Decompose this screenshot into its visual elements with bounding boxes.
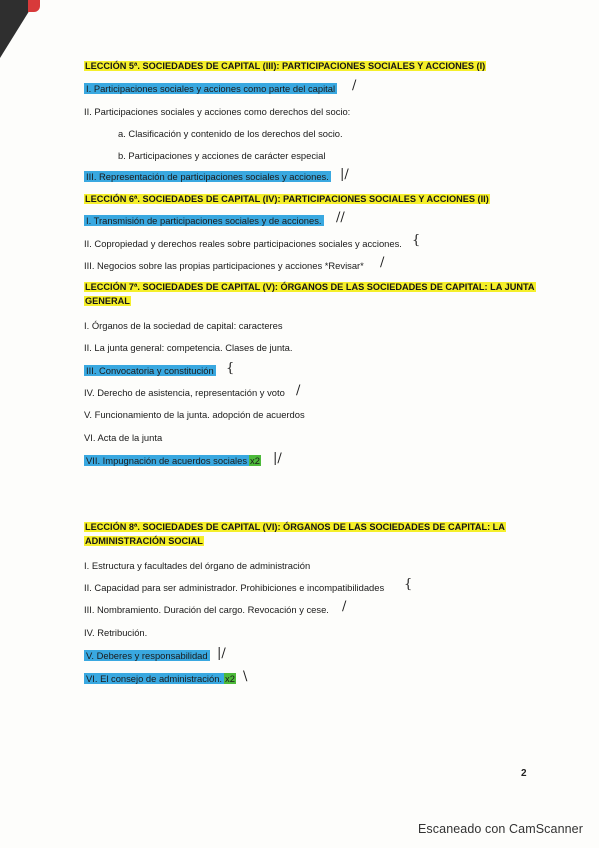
lesson-5-title-text: LECCIÓN 5ª. SOCIEDADES DE CAPITAL (III): PARTICIPACIONES SOCIALES Y ACCIONES (I) [85,61,486,71]
page-number: 2 [521,768,527,779]
lesson-8-item-ii: II. Capacidad para ser administrador. Prohibiciones e incompatibilidades [84,582,385,593]
lesson-6-item-ii: II. Copropiedad y derechos reales sobre participaciones sociales y acciones. [84,238,402,249]
pen-mark: { [226,361,235,376]
corner-red-tab [28,0,40,12]
pen-mark: { [404,577,413,592]
lesson-5-item-iii-text: III. Representación de participaciones sociales y acciones. [86,171,329,182]
pen-mark: |/ [340,167,349,182]
lesson-7-title-text-1: LECCIÓN 7ª. SOCIEDADES DE CAPITAL (V): ÓRGANOS DE LAS SOCIEDADES DE CAPITAL: LA JUNTA [85,282,535,292]
lesson-5-item-i-text: I. Participaciones sociales y acciones como parte del capital [86,83,336,94]
lesson-8-item-v [84,650,210,662]
scanner-watermark: Escaneado con CamScanner [418,822,583,836]
lesson-8-title-line-2 [84,535,204,547]
lesson-5-item-iii [84,171,331,183]
lesson-8-item-iii: III. Nombramiento. Duración del cargo. Revocación y cese. [84,604,329,615]
pen-mark: / [380,255,385,270]
lesson-7-title-text-2: GENERAL [85,296,130,306]
lesson-8-item-i: I. Estructura y facultades del órgano de administración [84,560,311,571]
lesson-8-item-iv: IV. Retribución. [84,627,148,638]
pen-mark: |/ [273,451,282,466]
lesson-7-item-v: V. Funcionamiento de la junta. adopción de acuerdos [84,409,305,420]
pen-mark: / [352,78,357,93]
lesson-7-item-vii-x2: x2 [250,455,260,466]
lesson-6-title-text: LECCIÓN 6ª. SOCIEDADES DE CAPITAL (IV): PARTICIPACIONES SOCIALES Y ACCIONES (II) [85,194,489,204]
lesson-7-item-iv: IV. Derecho de asistencia, representación y voto [84,387,285,398]
lesson-6-item-iii: III. Negocios sobre las propias participaciones y acciones *Revisar* [84,260,364,271]
lesson-8-item-vi-x2: x2 [225,673,235,684]
lesson-6-title [84,193,490,205]
lesson-5-item-ii-b: b. Participaciones y acciones de carácter especial [118,150,326,161]
lesson-8-item-v-text: V. Deberes y responsabilidad [86,650,208,661]
pen-mark: / [296,383,301,398]
lesson-7-item-vi: VI. Acta de la junta [84,432,163,443]
lesson-8-item-vi [84,673,236,685]
lesson-7-item-vii-text: VII. Impugnación de acuerdos sociales [86,455,248,466]
lesson-5-item-ii: II. Participaciones sociales y acciones como derechos del socio: [84,106,351,117]
pen-mark: \ [243,669,248,684]
lesson-7-title-line-1 [84,281,536,293]
lesson-7-item-iii-text: III. Convocatoria y constitución [86,365,214,376]
pen-mark: // [336,210,345,225]
lesson-5-item-i [84,83,337,95]
lesson-8-item-vi-text: VI. El consejo de administración. [86,673,223,684]
lesson-7-item-i: I. Órganos de la sociedad de capital: caracteres [84,320,283,331]
lesson-7-item-ii: II. La junta general: competencia. Clases de junta. [84,342,293,353]
lesson-7-item-vii [84,455,261,467]
pen-mark: |/ [217,646,226,661]
lesson-8-title-text-1: LECCIÓN 8ª. SOCIEDADES DE CAPITAL (VI): ÓRGANOS DE LAS SOCIEDADES DE CAPITAL: LA [85,522,505,532]
lesson-7-item-iii [84,365,216,377]
lesson-8-title-line-1 [84,521,506,533]
lesson-5-item-ii-a: a. Clasificación y contenido de los derechos del socio. [118,128,343,139]
lesson-5-title [84,60,486,72]
pen-mark: { [412,233,421,248]
lesson-6-item-i [84,215,324,227]
lesson-8-title-text-2: ADMINISTRACIÓN SOCIAL [85,536,203,546]
lesson-7-title-line-2 [84,295,131,307]
pen-mark: / [342,599,347,614]
lesson-6-item-i-text: I. Transmisión de participaciones sociales y de acciones. [86,215,322,226]
